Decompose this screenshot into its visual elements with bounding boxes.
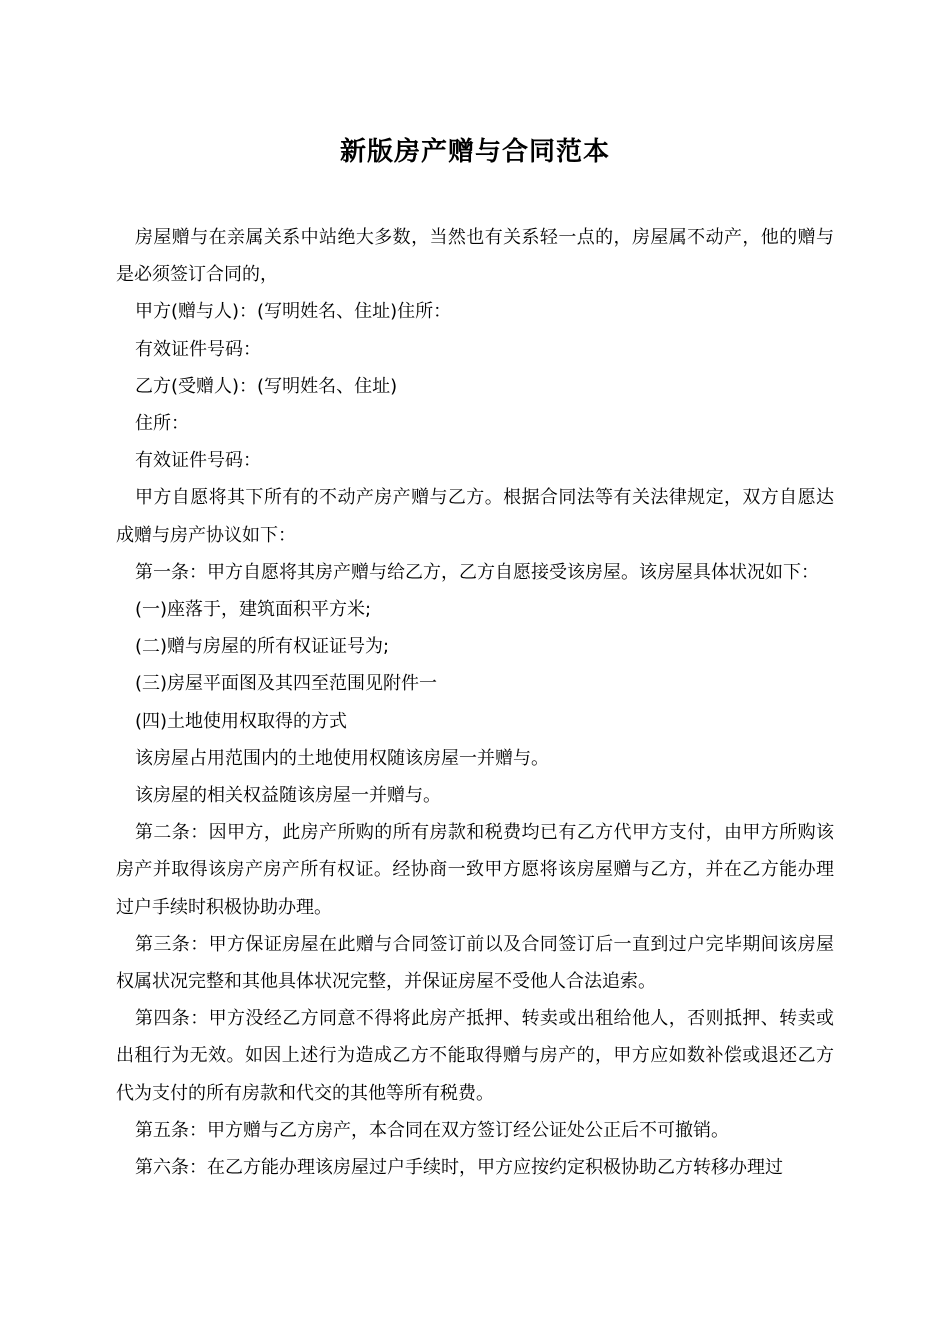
paragraph: 第四条：甲方没经乙方同意不得将此房产抵押、转卖或出租给他人，否则抵押、转卖或出租行为无效。如因上述行为造成乙方不能取得赠与房产的，甲方应如数补偿或退还乙方代为支付的所有房款和代交的其他等所有税费。 (116, 1008, 834, 1104)
paragraph: (三)房屋平面图及其四至范围见附件一 (135, 673, 438, 695)
paragraph: 第五条：甲方赠与乙方房产，本合同在双方签订经公证处公正后不可撤销。 (135, 1119, 729, 1141)
paragraph: 有效证件号码： (135, 338, 261, 360)
document-body (116, 219, 834, 1186)
paragraph: 第六条：在乙方能办理该房屋过户手续时，甲方应按约定积极协助乙方转移办理过 (135, 1157, 783, 1179)
paragraph: 住所： (135, 413, 189, 435)
paragraph: 有效证件号码： (135, 450, 261, 472)
paragraph: 该房屋占用范围内的土地使用权随该房屋一并赠与。 (135, 747, 549, 769)
paragraph: 甲方(赠与人)：(写明姓名、住址)住所： (135, 301, 452, 323)
paragraph: 第三条：甲方保证房屋在此赠与合同签订前以及合同签订后一直到过户完毕期间该房屋权属状况完整和其他具体状况完整，并保证房屋不受他人合法追索。 (116, 933, 834, 993)
paragraph: 甲方自愿将其下所有的不动产房产赠与乙方。根据合同法等有关法律规定，双方自愿达成赠与房产协议如下： (116, 487, 834, 546)
paragraph: (四)土地使用权取得的方式 (135, 710, 348, 732)
document-title: 新版房产赠与合同范本 (339, 137, 610, 167)
paragraph: 第二条：因甲方，此房产所购的所有房款和税费均已有乙方代甲方支付，由甲方所购该房产并取得该房产房产所有权证。经协商一致甲方愿将该房屋赠与乙方，并在乙方能办理过户手续时积极协助办理。 (116, 822, 834, 918)
paragraph: 房屋赠与在亲属关系中站绝大多数，当然也有关系轻一点的，房屋属不动产，他的赠与是必须签订合同的， (116, 227, 834, 286)
paragraph: 第一条：甲方自愿将其房产赠与给乙方，乙方自愿接受该房屋。该房屋具体状况如下： (135, 561, 819, 583)
paragraph: 该房屋的相关权益随该房屋一并赠与。 (135, 785, 441, 807)
paragraph: 乙方(受赠人)：(写明姓名、住址) (135, 375, 398, 397)
paragraph: (一)座落于，建筑面积平方米; (135, 599, 372, 621)
paragraph: (二)赠与房屋的所有权证证号为; (135, 636, 390, 658)
